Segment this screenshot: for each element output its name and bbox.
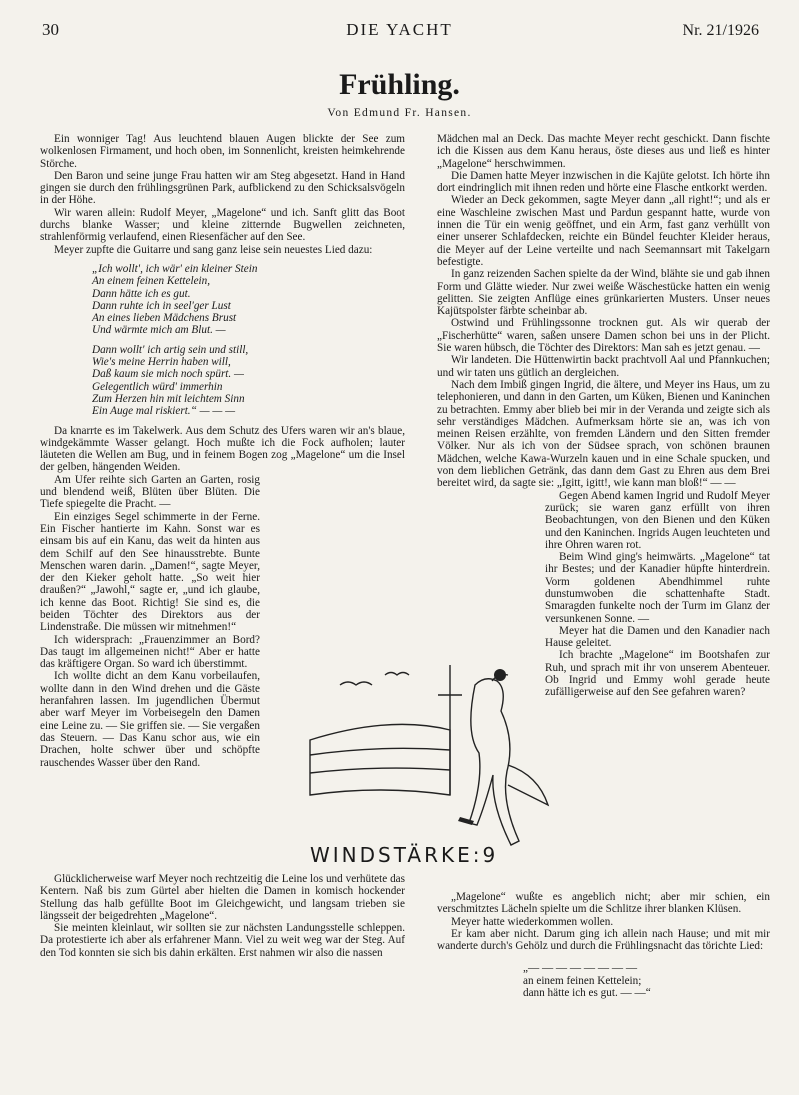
issue-number: Nr. 21/1926 bbox=[682, 22, 759, 39]
illustration-caption: WINDSTÄRKE:9 bbox=[310, 843, 499, 867]
paragraph: Meyer zupfte die Guitarre und sang ganz leise sein neuestes Lied dazu: bbox=[54, 243, 373, 256]
narrow-text-block-right bbox=[545, 490, 770, 699]
paragraph: Sie meinten kleinlaut, wir sollten sie zur nächsten Landungsstelle schleppen. Da protestierte ich aber als erfahrener Mann. Viel zu weit weg war der Steg. Auf den Tod konnten sie sich bis dahin erkälten. Erst nahmen wir also die nassen bbox=[40, 922, 405, 959]
paragraph: Glücklicherweise warf Meyer noch rechtzeitig die Leine los und verhütete das Kentern. Naß bis zum Gürtel aber hielten die Damen in komisch hockender Stellung das halb gefüllte Boot im Gleichgewicht, und langsam trieben sie längsseit der beigedrehten „Magelone“. bbox=[40, 873, 405, 922]
poem-stanza-2 bbox=[92, 344, 405, 418]
paragraph: Meyer hat die Damen und den Kanadier nach Hause geleitet. bbox=[545, 624, 770, 650]
paragraph: Mädchen mal an Deck. Das machte Meyer recht geschickt. Dann fischte ich die Kissen aus dem Kanu heraus, öste dieses aus und ließ es hinter „Magelone“ herschwimmen. bbox=[437, 133, 770, 170]
paragraph: Ostwind und Frühlingssonne trocknen gut. Als wir querab der „Fischerhütte“ waren, saßen unsere Damen schon bei uns in der Plicht. Sie waren hübsch, die Töchter des Direktors: Man sah es jetzt genau. — bbox=[437, 317, 770, 355]
poem-line: Zum Herzen hin mit leichtem Sinn bbox=[92, 392, 245, 405]
paragraph: Wir waren allein: Rudolf Meyer, „Magelone“ und ich. Sanft glitt das Boot durchs blanke Wasser; und kleine zitternde Bugwellen zeichneten, strahlenförmig verlaufend, einen Riesenfächer auf den See. bbox=[40, 206, 405, 244]
poem-line: Daß kaum sie mich noch spürt. — bbox=[92, 368, 244, 381]
narrow-text-block bbox=[40, 474, 260, 769]
closing-poem bbox=[523, 962, 770, 999]
article-title: Frühling. bbox=[339, 68, 460, 101]
paragraph: Meyer hatte wiederkommen wollen. bbox=[451, 915, 614, 928]
paragraph: Ich widersprach: „Frauenzimmer an Bord? Das taugt im allgemeinen nicht!“ Aber er hatte das kräftigere Organ. So ward ich überstimmt. bbox=[40, 633, 260, 671]
poem-line: Und wärmte mich am Blut. — bbox=[92, 324, 226, 337]
paragraph: Wir landeten. Die Hüttenwirtin backt prachtvoll Aal und Pfannkuchen; und wir taten uns gütlich an dergleichen. bbox=[437, 354, 770, 379]
paragraph: Da knarrte es im Takelwerk. Aus dem Schutz des Ufers waren wir an's blaue, windgekämmte Wasser gelangt. Hoch mußte ich die Fock aufholen; lauter läuteten die Wellen am Bug, und in feinem Bogen zog „Magelone“ um die Insel der gelben, hängenden Weiden. bbox=[40, 424, 405, 474]
right-column-bottom bbox=[437, 891, 770, 999]
paragraph: Nach dem Imbiß gingen Ingrid, die ältere, und Meyer ins Haus, um zu telephonieren, und dann in den Garten, um Küken, Bienen und Kaninchen zu betrachten. Emmy aber blieb bei mir in der Veranda und zeigte sich als sehr verständiges Mädchen. Aufmerksam hörte sie an, was ich von meinen Reisen erzählte, von fremden Ländern und den Sitten fremder Völker. Nur als ich von der Südsee sprach, von schönen braunen Mädchen, welche Kawa-Wurzeln kauen und in eine Schale spucken, und von dem lieblichen Getränk, das dann dem Gast zu Ehren aus dem Brei bereitet wird, da sagte sie: „Igitt, igitt!, wie kann man bloß!“ — — bbox=[437, 378, 770, 490]
paragraph: Wieder an Deck gekommen, sagte Meyer dann „all right!“; und als er eine Waschleine zwischen Mast und Pardun gespannt hatte, wurde von innen die Tür ein wenig geöffnet, und ein Arm, fast ganz verhüllt von einer unserer Schlafdecken, reichte ein Bündel feuchter Kleider heraus, die Meyer auf der Leine verteilte und nach Seemannsart mit Takelgarn befestigte. bbox=[437, 194, 770, 268]
article-byline: Von Edmund Fr. Hansen. bbox=[327, 107, 472, 119]
paragraph: „Magelone“ wußte es angeblich nicht; aber mir schien, ein verschmitztes Lächeln spielte um die Schlitze ihrer blanken Klüsen. bbox=[437, 891, 770, 916]
poem-line: dann hätte ich es gut. — —“ bbox=[523, 987, 651, 1000]
paragraph: Ein wonniger Tag! Aus leuchtend blauen Augen blickte der See zum wolkenlosen Firmament, und hoch oben, im Sonnenlicht, kreisten heimkehrende Störche. bbox=[40, 133, 405, 170]
poem-line: Ein Auge mal riskiert.“ — — — bbox=[92, 405, 236, 418]
paragraph: In ganz reizenden Sachen spielte da der Wind, blähte sie und gab ihnen Form und Glätte wieder. Nur zwei weiße Wäschestücke hatten ein wenig gelitten. Sie zeigten Anflüge eines grünkarierten Musters. Unser neues Kajütspolster färbte scheinbar ab. bbox=[437, 268, 770, 318]
paragraph: Ich brachte „Magelone“ im Bootshafen zur Ruh, und sprach mit ihr von unserem Abenteuer. Ob Ingrid und Emmy wohl gerade heute zufälligerweise auf den See gefahren waren? bbox=[545, 649, 770, 699]
page-number: 30 bbox=[42, 20, 59, 39]
paragraph: Er kam aber nicht. Darum ging ich allein nach Hause; und mit mir wanderte durch's Gehölz und durch die Frühlingsnacht das törichte Lied: bbox=[437, 927, 770, 953]
poem-line: an einem feinen Kettelein; bbox=[523, 974, 642, 987]
poem-line: „Ich wollt', ich wär' ein kleiner Stein bbox=[92, 262, 258, 275]
poem-line: Dann hätte ich es gut. bbox=[92, 287, 191, 300]
journal-title: DIE YACHT bbox=[346, 20, 453, 39]
paragraph: Gegen Abend kamen Ingrid und Rudolf Meyer zurück; sie waren ganz erfüllt von ihren Beobachtungen, von den Bienen und den Küken und den Kaninchen. Ingrids Augen leuchteten und ihre Ohren waren rot. bbox=[545, 489, 770, 551]
left-column-bottom bbox=[40, 873, 405, 959]
paragraph: Die Damen hatte Meyer inzwischen in die Kajüte gelotst. Ich hörte ihn dort eindringlich mit ihnen reden und hörte eine Flasche entkorkt werden. bbox=[437, 169, 770, 195]
poem-line: An eines lieben Mädchens Brust bbox=[92, 312, 237, 325]
poem-stanza-1 bbox=[92, 263, 405, 337]
poem-line: „— — — — — — — — bbox=[523, 962, 638, 975]
poem-line: An einem feinen Kettelein, bbox=[92, 275, 211, 288]
wind-illustration bbox=[300, 645, 555, 860]
poem-line: Gelegentlich würd' immerhin bbox=[92, 380, 223, 393]
poem-line: Dann wollt' ich artig sein und still, bbox=[92, 343, 249, 356]
paragraph: Den Baron und seine junge Frau hatten wir am Steg abgesetzt. Hand in Hand gingen sie durch den frühlingsgrünen Park, aufblickend zu den Schicksalsvögeln in der Höhe. bbox=[40, 169, 405, 207]
paragraph: Am Ufer reihte sich Garten an Garten, rosig und blendend weiß, Blüten über Blüten. Die Tiefe spiegelte die Pracht. — bbox=[40, 473, 260, 511]
poem-line: Dann ruhte ich in seel'ger Lust bbox=[92, 299, 231, 312]
paragraph: Beim Wind ging's heimwärts. „Magelone“ tat ihr Bestes; und der Kanadier hüpfte hinterdrein. Vorm goldenen Abendhimmel ruhte dunstumwoben die schattenhafte Stadt. Smaragden funkelte noch der Turm im Glanz der versunkenen Sonne. — bbox=[545, 551, 770, 625]
paragraph: Ich wollte dicht an dem Kanu vorbeilaufen, wollte dann in den Wind drehen und die Gäste heranfahren lassen. Im jugendlichen Übermut aber warf Meyer im Vorbeisegeln den Damen eine Leine zu. — Sie griffen sie. — Sie vergaßen das Steuern. — Das Kanu schor aus, wie ein Drachen, holte schwer über und schöpfte rauschendes Wasser über den Rand. bbox=[40, 670, 260, 769]
paragraph: Ein einziges Segel schimmerte in der Ferne. Ein Fischer hantierte im Kahn. Sonst war es einsam bis auf ein Kanu, das weit da hinten aus dem Schilf auf den See hinausstrebte. Bunte Menschen waren darin. „Damen!“, sagte Meyer, der den Kieker geholt hatte. „So weit hier draußen?“ „Jawohl,“ sagte er, „und ich glaube, ich kenne das Boot. Richtig! Sie sind es, die beiden Töchter des Direktors aus der Lindenstraße. Die müssen wir mitnehmen!“ bbox=[40, 510, 260, 634]
right-column bbox=[437, 133, 770, 699]
poem-line: Wie's meine Herrin haben will, bbox=[92, 356, 231, 369]
